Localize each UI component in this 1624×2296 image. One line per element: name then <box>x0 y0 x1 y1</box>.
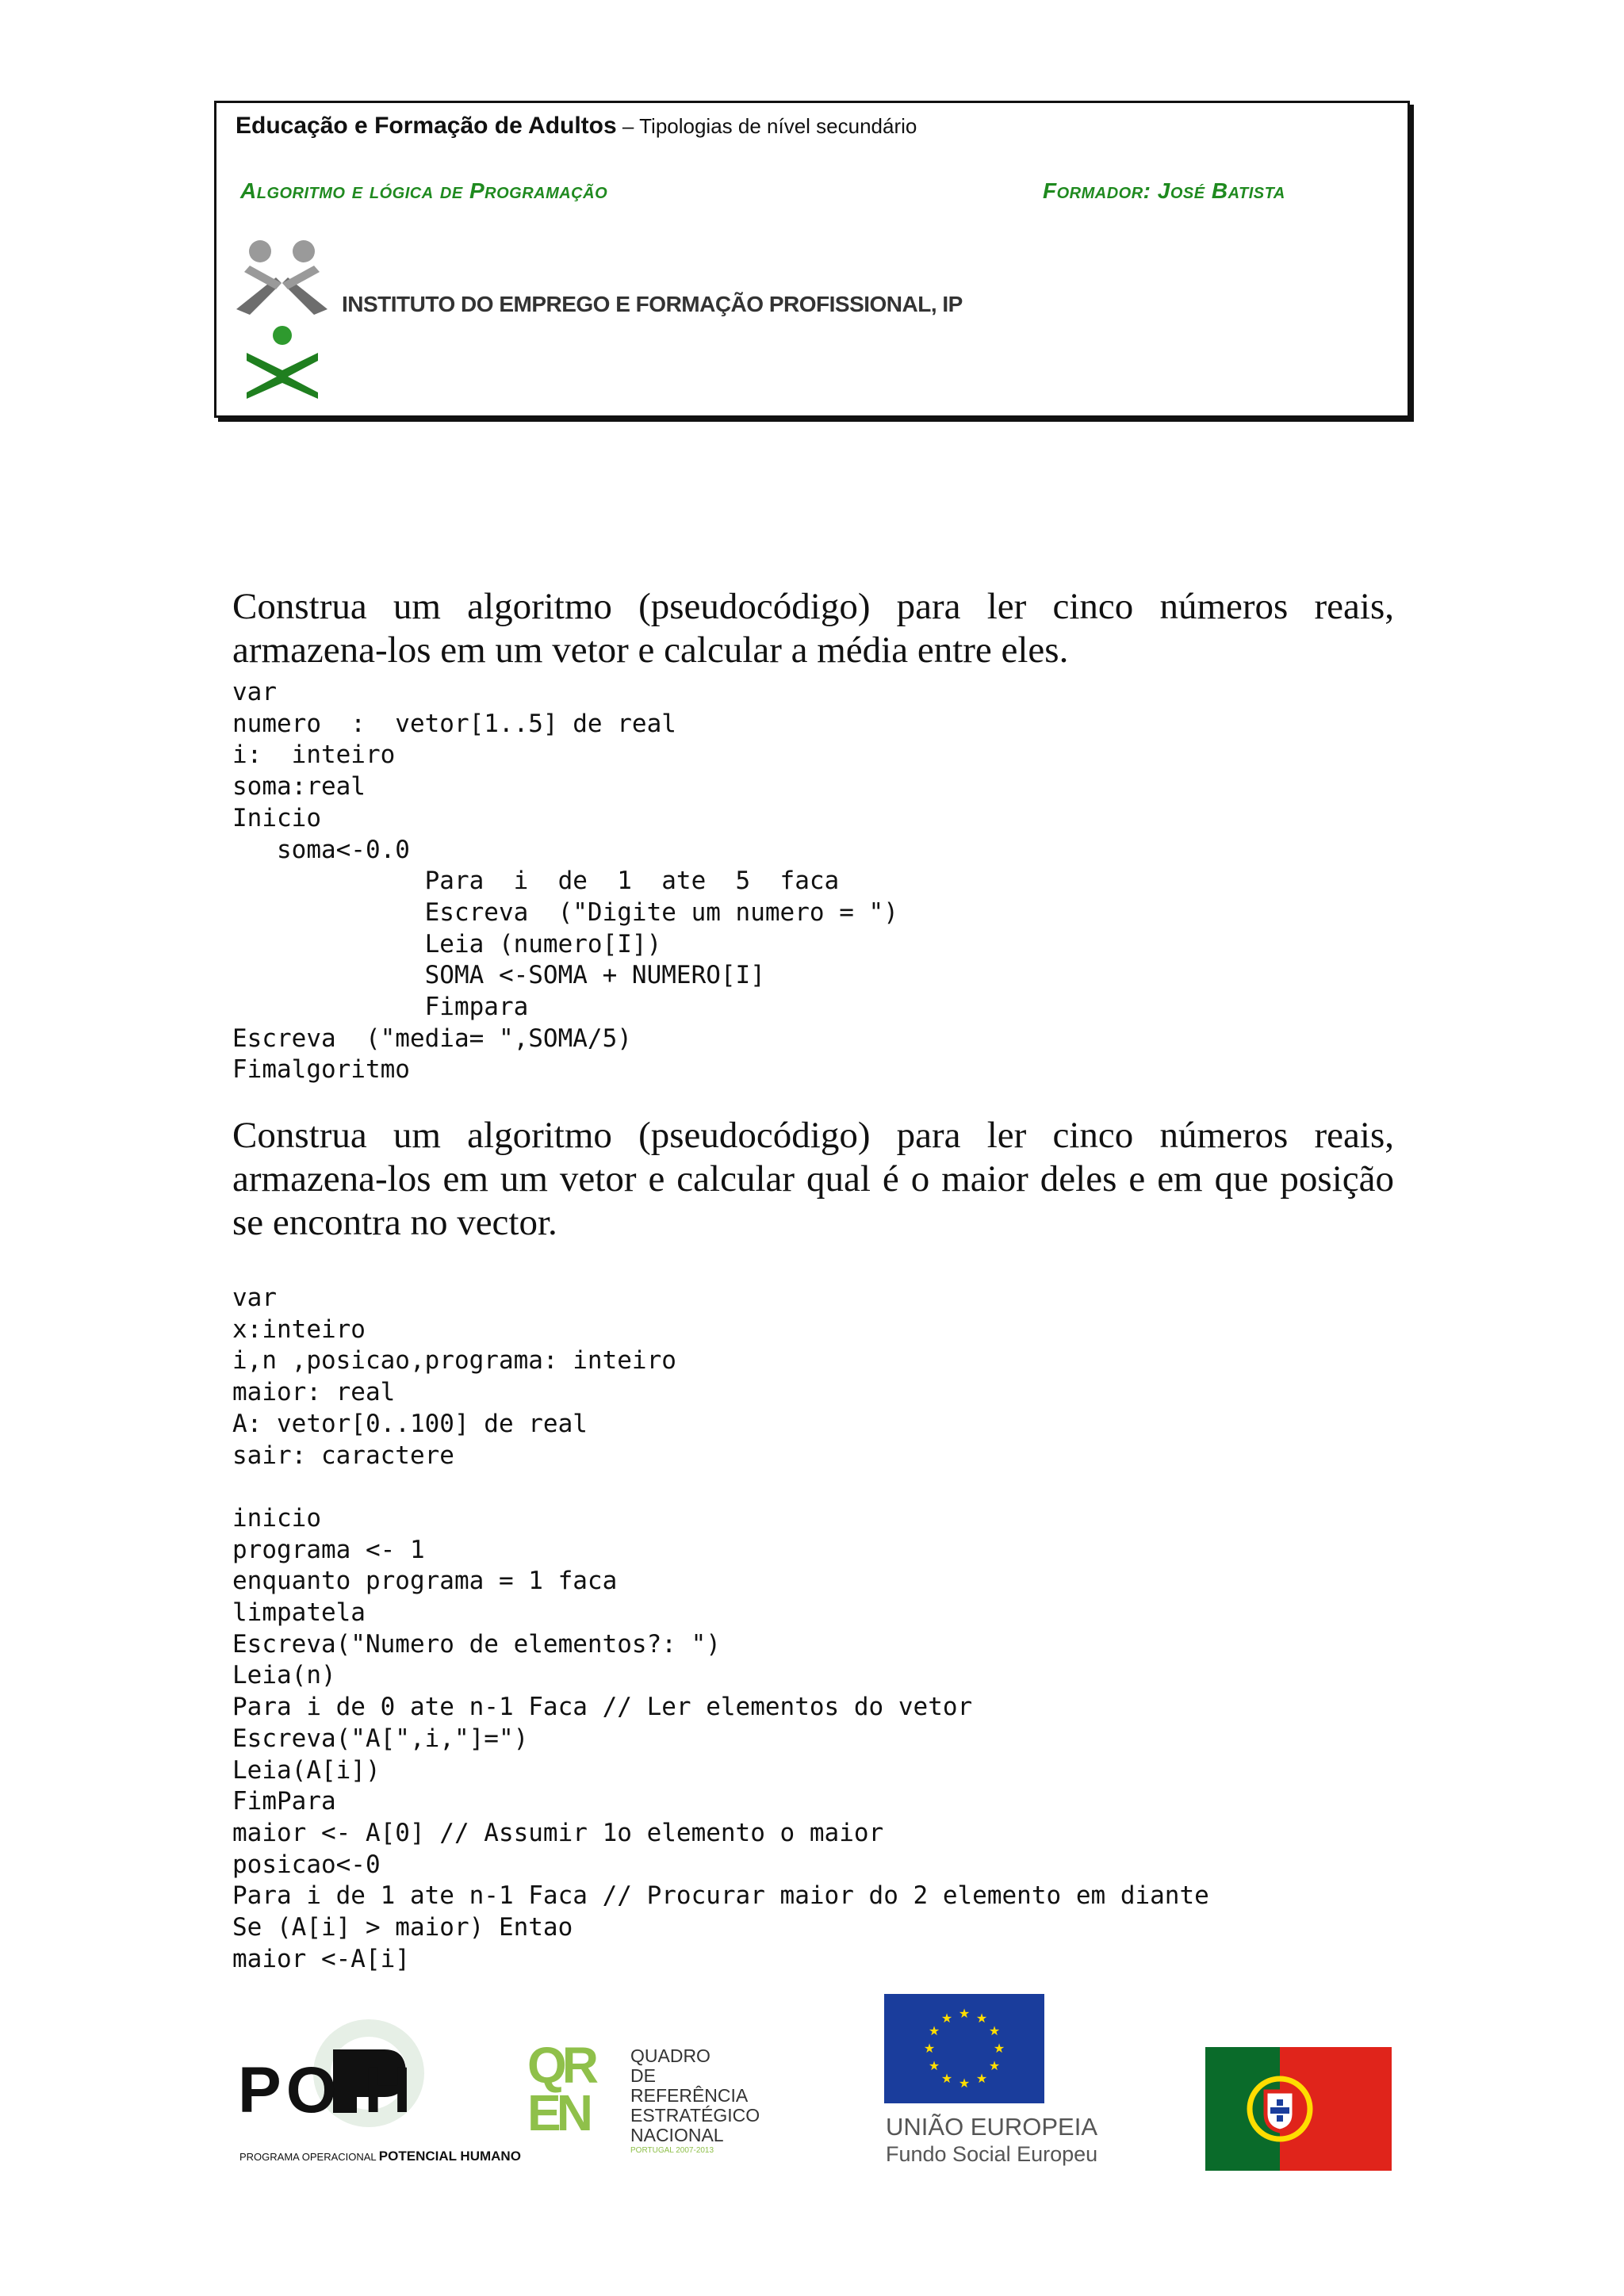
qren-line: NACIONAL <box>630 2125 724 2145</box>
qren-text <box>630 2046 765 2156</box>
exercise-2-code: var x:inteiro i,n ,posicao,programa: inteiro maior: real A: vetor[0..100] de real sair: caractere inicio programa <- 1 enquanto programa = 1 faca limpatela Escreva("Numero de elementos?: ") Leia(n) Para i de 0 ate n-1 Faca // Ler elementos do vetor Escreva("A[",i,"]=") Leia(A[i]) FimPara maior <- A[0] // Assumir 1o elemento o maior posicao<-0 Para i de 1 ate n-1 Faca // Procurar maior do 2 elemento em diante Se (A[i] > maior) Entao maior <-A[i] <box>232 1284 1209 1973</box>
poph-caption-small: PROGRAMA OPERACIONAL <box>239 2151 377 2163</box>
institute-name: INSTITUTO DO EMPREGO E FORMAÇÃO PROFISSIONAL, IP <box>342 292 963 316</box>
exercise-1-code: var numero : vetor[1..5] de real i: inteiro soma:real Inicio soma<-0.0 Para i de 1 ate 5 faca Escreva ("Digite um numero = ") Leia (numero[I]) SOMA <-SOMA + NUMERO[I] Fimpara Escreva ("media= ",SOMA/5) Fimalgoritmo <box>232 678 898 1085</box>
svg-text:★: ★ <box>975 2011 988 2026</box>
qren-mark-icon: QREN <box>527 2037 594 2141</box>
svg-text:★: ★ <box>988 2058 1001 2073</box>
qren-line: DE REFERÊNCIA <box>630 2065 749 2106</box>
svg-text:★: ★ <box>958 2006 971 2021</box>
svg-text:★: ★ <box>958 2076 971 2091</box>
qren-period: PORTUGAL 2007-2013 <box>630 2146 714 2155</box>
eu-fund: Fundo Social Europeu <box>886 2142 1098 2166</box>
poph-logo <box>238 2018 521 2168</box>
portugal-flag <box>1205 2047 1392 2171</box>
exercise-1 <box>232 585 1394 1086</box>
exercise-1-title: Construa um algoritmo (pseudocódigo) para ler cinco números reais, armazena-los em um vetor e calcular a média entre eles. <box>232 586 1394 671</box>
eu-logo <box>884 1994 1114 2172</box>
exercise-2-title: Construa um algoritmo (pseudocódigo) para ler cinco números reais, armazena-los em um vetor e calcular qual é o maior deles e em que posição se encontra no vector. <box>232 1115 1394 1243</box>
portugal-flag-icon <box>1205 2047 1392 2171</box>
poph-caption-main: POTENCIAL HUMANO <box>378 2149 521 2164</box>
svg-text:★: ★ <box>928 2023 940 2038</box>
eu-name: UNIÃO EUROPEIA <box>886 2113 1097 2141</box>
poph-wordmark: PO H <box>238 2054 416 2126</box>
svg-text:★: ★ <box>975 2071 988 2086</box>
qren-line: ESTRATÉGICO <box>630 2105 760 2126</box>
trainer-name: Formador: José Batista <box>1043 178 1285 203</box>
svg-text:★: ★ <box>940 2071 953 2086</box>
program-title: Educação e Formação de Adultos <box>236 113 617 139</box>
document-header <box>214 101 1410 418</box>
svg-text:★: ★ <box>940 2011 953 2026</box>
iefp-logo-icon <box>232 234 335 400</box>
qren-logo <box>527 2037 765 2155</box>
poph-caption <box>239 2149 521 2164</box>
program-subtitle: – Tipologias de nível secundário <box>616 114 917 138</box>
course-title: Algoritmo e lógica de Programação <box>240 178 608 203</box>
qren-line: QUADRO <box>630 2045 710 2066</box>
svg-text:★: ★ <box>988 2023 1001 2038</box>
eu-flag-icon <box>884 1994 1044 2103</box>
program-heading <box>236 113 917 140</box>
svg-text:★: ★ <box>923 2041 936 2056</box>
svg-text:★: ★ <box>993 2041 1005 2056</box>
svg-text:★: ★ <box>928 2058 940 2073</box>
exercise-2 <box>232 1114 1394 1975</box>
